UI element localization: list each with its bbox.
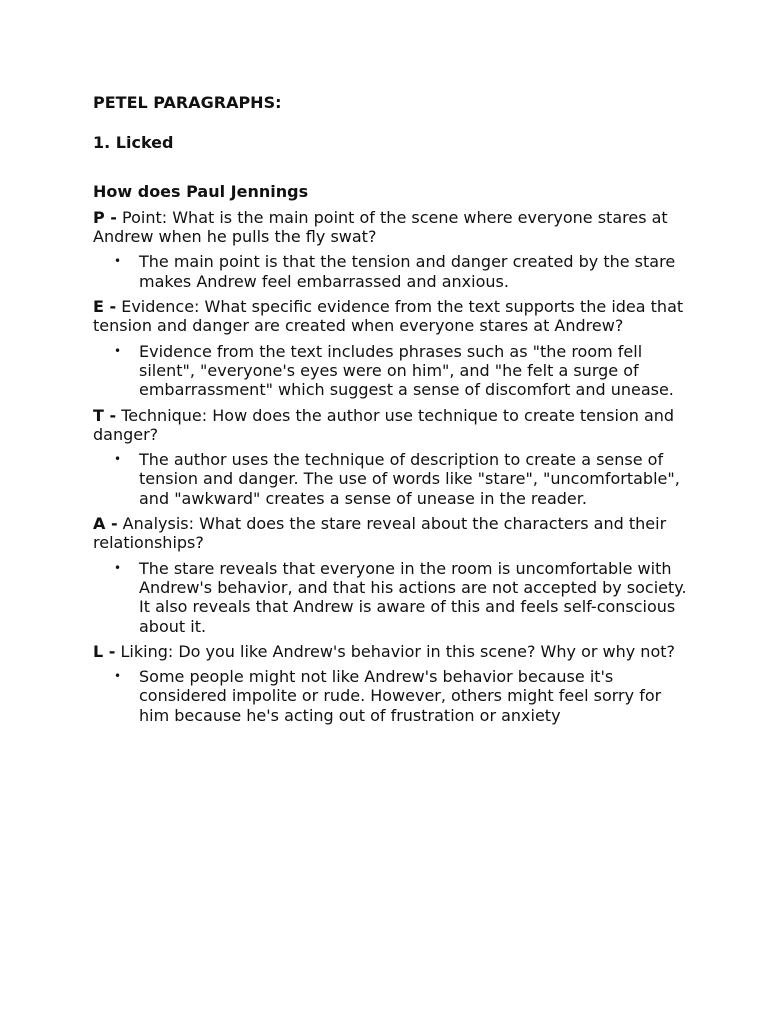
section-title: 1. Licked xyxy=(93,133,174,153)
list-item xyxy=(93,667,693,725)
answer-list xyxy=(93,450,693,508)
answer-text: The stare reveals that everyone in the room is uncomfortable with Andrew's behavior, and that his actions are not accepted by society. It also reveals that Andrew is aware of this and feels self-conscious about it. xyxy=(139,558,687,636)
section-subtitle: How does Paul Jennings xyxy=(93,181,309,201)
document-page xyxy=(93,93,693,731)
list-item xyxy=(93,559,693,636)
petel-question-liking xyxy=(93,642,693,661)
document-title: PETEL PARAGRAPHS: xyxy=(93,93,282,112)
question-text: Point: What is the main point of the scene where everyone stares at Andrew when he pulls the fly swat? xyxy=(93,207,668,247)
bullet-icon: • xyxy=(114,343,122,358)
petel-letter: A - xyxy=(93,514,118,534)
list-item xyxy=(93,252,693,291)
answer-text: Evidence from the text includes phrases such as "the room fell silent", "everyone's eyes were on him", and "he felt a surge of embarrassment" which suggest a sense of discomfort and unease. xyxy=(139,341,674,400)
answer-text: The main point is that the tension and danger created by the stare makes Andrew feel embarrassed and anxious. xyxy=(139,252,676,291)
answer-list xyxy=(93,252,693,291)
petel-letter: E - xyxy=(93,297,117,317)
question-text: Technique: How does the author use technique to create tension and danger? xyxy=(93,405,675,444)
question-text: Liking: Do you like Andrew's behavior in this scene? Why or why not? xyxy=(115,641,675,661)
bullet-icon: • xyxy=(114,452,122,467)
petel-question-evidence xyxy=(93,297,693,336)
question-text: Analysis: What does the stare reveal about the characters and their relationships? xyxy=(93,514,667,553)
question-text: Evidence: What specific evidence from the text supports the idea that tension and danger are created when everyone stares at Andrew? xyxy=(93,297,684,336)
list-item xyxy=(93,450,693,508)
petel-letter: L - xyxy=(93,641,116,661)
bullet-icon: • xyxy=(114,254,122,269)
answer-list xyxy=(93,559,693,636)
petel-question-analysis xyxy=(93,514,693,553)
answer-text: Some people might not like Andrew's behavior because it's considered impolite or rude. However, others might feel sorry for him because he's acting out of frustration or anxiety xyxy=(139,667,662,725)
bullet-icon: • xyxy=(114,560,122,575)
answer-list xyxy=(93,342,693,400)
answer-list xyxy=(93,667,693,725)
petel-question-technique xyxy=(93,406,693,445)
petel-letter: P - xyxy=(93,207,117,227)
petel-letter: T - xyxy=(93,405,117,425)
bullet-icon: • xyxy=(114,669,122,684)
petel-question-point xyxy=(93,208,693,247)
answer-text: The author uses the technique of description to create a sense of tension and danger. The use of words like "stare", "uncomfortable", and "awkward" creates a sense of unease in the reader. xyxy=(139,450,680,508)
list-item xyxy=(93,342,693,400)
